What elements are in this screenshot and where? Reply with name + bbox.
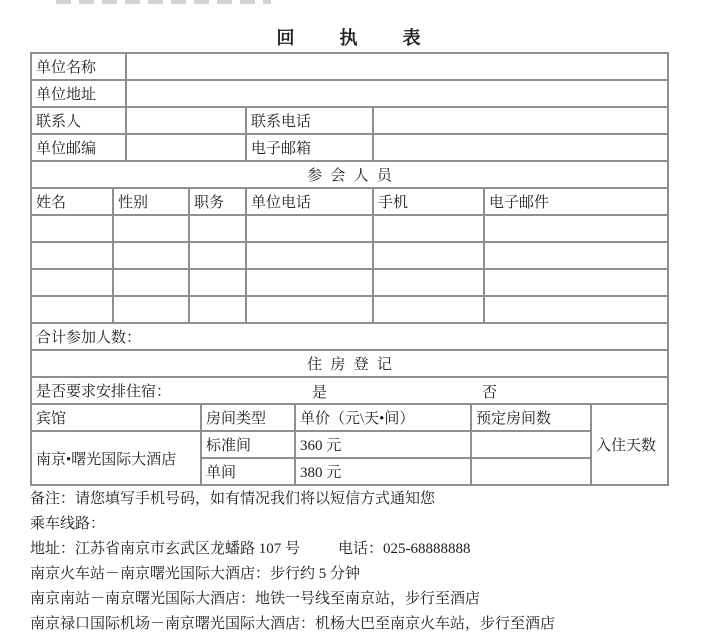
participant-row [31, 296, 668, 323]
email-label: 电子邮箱 [246, 134, 373, 161]
accommodation-yes-option[interactable]: 是 [312, 385, 328, 401]
participant-cell[interactable] [189, 215, 246, 242]
participant-cell[interactable] [189, 269, 246, 296]
col-header-unit-price: 单价（元\天•间） [295, 404, 471, 431]
participant-cell[interactable] [113, 296, 189, 323]
single-room-count-cell[interactable] [471, 458, 591, 485]
address-line [30, 537, 690, 562]
single-room-type: 单间 [201, 458, 295, 485]
unit-postcode-input-cell[interactable] [126, 134, 246, 161]
col-header-email: 电子邮件 [484, 188, 668, 215]
col-header-gender: 性别 [113, 188, 189, 215]
participants-header-row [31, 188, 668, 215]
participant-cell[interactable] [31, 296, 113, 323]
notes-block [30, 487, 690, 637]
email-input-cell[interactable] [373, 134, 668, 161]
postcode-row [31, 134, 668, 161]
hotel-header-row [31, 404, 668, 431]
participant-cell[interactable] [484, 296, 668, 323]
contact-phone-label: 联系电话 [246, 107, 373, 134]
total-participants-cell[interactable]: 合计参加人数： [31, 323, 668, 350]
col-header-position: 职务 [189, 188, 246, 215]
route-line: 南京火车站－南京曙光国际大酒店：步行约 5 分钟 [30, 566, 361, 582]
need-accommodation-cell[interactable] [31, 377, 668, 404]
standard-room-price: 360 元 [295, 431, 471, 458]
participant-cell[interactable] [246, 296, 373, 323]
participant-row [31, 215, 668, 242]
participant-cell[interactable] [113, 215, 189, 242]
participant-cell[interactable] [484, 269, 668, 296]
hotel-name-cell: 南京•曙光国际大酒店 [31, 431, 201, 485]
unit-name-input-cell[interactable] [126, 53, 668, 80]
accommodation-section-title: 住房登记 [31, 350, 668, 377]
participant-cell[interactable] [189, 242, 246, 269]
participant-cell[interactable] [31, 242, 113, 269]
participants-section-title: 参会人员 [31, 161, 668, 188]
participant-cell[interactable] [246, 242, 373, 269]
standard-room-type: 标准间 [201, 431, 295, 458]
col-header-stay-days[interactable]: 入住天数 [591, 404, 668, 485]
total-participants-row [31, 323, 668, 350]
col-header-room-type: 房间类型 [201, 404, 295, 431]
participant-row [31, 269, 668, 296]
participant-cell[interactable] [373, 242, 484, 269]
unit-address-label: 单位地址 [31, 80, 126, 107]
single-room-price: 380 元 [295, 458, 471, 485]
participant-cell[interactable] [113, 242, 189, 269]
reply-form-table [30, 52, 669, 486]
route-line: 南京禄口国际机场－南京曙光国际大酒店：机杨大巴至南京火车站，步行至酒店 [30, 616, 556, 632]
page-title: 回执表 [276, 28, 466, 48]
participant-cell[interactable] [189, 296, 246, 323]
participant-cell[interactable] [31, 215, 113, 242]
standard-room-row [31, 431, 668, 458]
participant-cell[interactable] [113, 269, 189, 296]
col-header-office-phone: 单位电话 [246, 188, 373, 215]
hotel-phone: 电话：025-68888888 [338, 541, 471, 557]
standard-room-count-cell[interactable] [471, 431, 591, 458]
participant-cell[interactable] [373, 296, 484, 323]
route-line: 南京南站－南京曙光国际大酒店：地铁一号线至南京站，步行至酒店 [30, 591, 481, 607]
participant-cell[interactable] [484, 215, 668, 242]
participant-cell[interactable] [373, 215, 484, 242]
accommodation-no-option[interactable]: 否 [482, 385, 498, 401]
participant-cell[interactable] [246, 215, 373, 242]
participant-row [31, 242, 668, 269]
unit-address-row [31, 80, 668, 107]
participant-cell[interactable] [246, 269, 373, 296]
hotel-address: 地址：江苏省南京市玄武区龙蟠路 107 号 [30, 541, 301, 557]
route-heading: 乘车线路： [30, 516, 106, 532]
unit-name-label: 单位名称 [31, 53, 126, 80]
need-accommodation-question: 是否要求安排住宿： [36, 384, 172, 400]
col-header-name: 姓名 [31, 188, 113, 215]
need-accommodation-row [31, 377, 668, 404]
unit-postcode-label: 单位邮编 [31, 134, 126, 161]
remark-line: 备注：请您填写手机号码，如有情况我们将以短信方式通知您 [30, 491, 436, 507]
clipped-header-text [56, 0, 271, 4]
participant-cell[interactable] [484, 242, 668, 269]
col-header-hotel: 宾馆 [31, 404, 201, 431]
participant-cell[interactable] [31, 269, 113, 296]
contact-person-label: 联系人 [31, 107, 126, 134]
contact-person-row [31, 107, 668, 134]
participant-cell[interactable] [373, 269, 484, 296]
col-header-mobile: 手机 [373, 188, 484, 215]
contact-person-input-cell[interactable] [126, 107, 246, 134]
unit-name-row [31, 53, 668, 80]
accommodation-section-row [31, 350, 668, 377]
participants-section-row [31, 161, 668, 188]
unit-address-input-cell[interactable] [126, 80, 668, 107]
contact-phone-input-cell[interactable] [373, 107, 668, 134]
col-header-room-count: 预定房间数 [471, 404, 591, 431]
